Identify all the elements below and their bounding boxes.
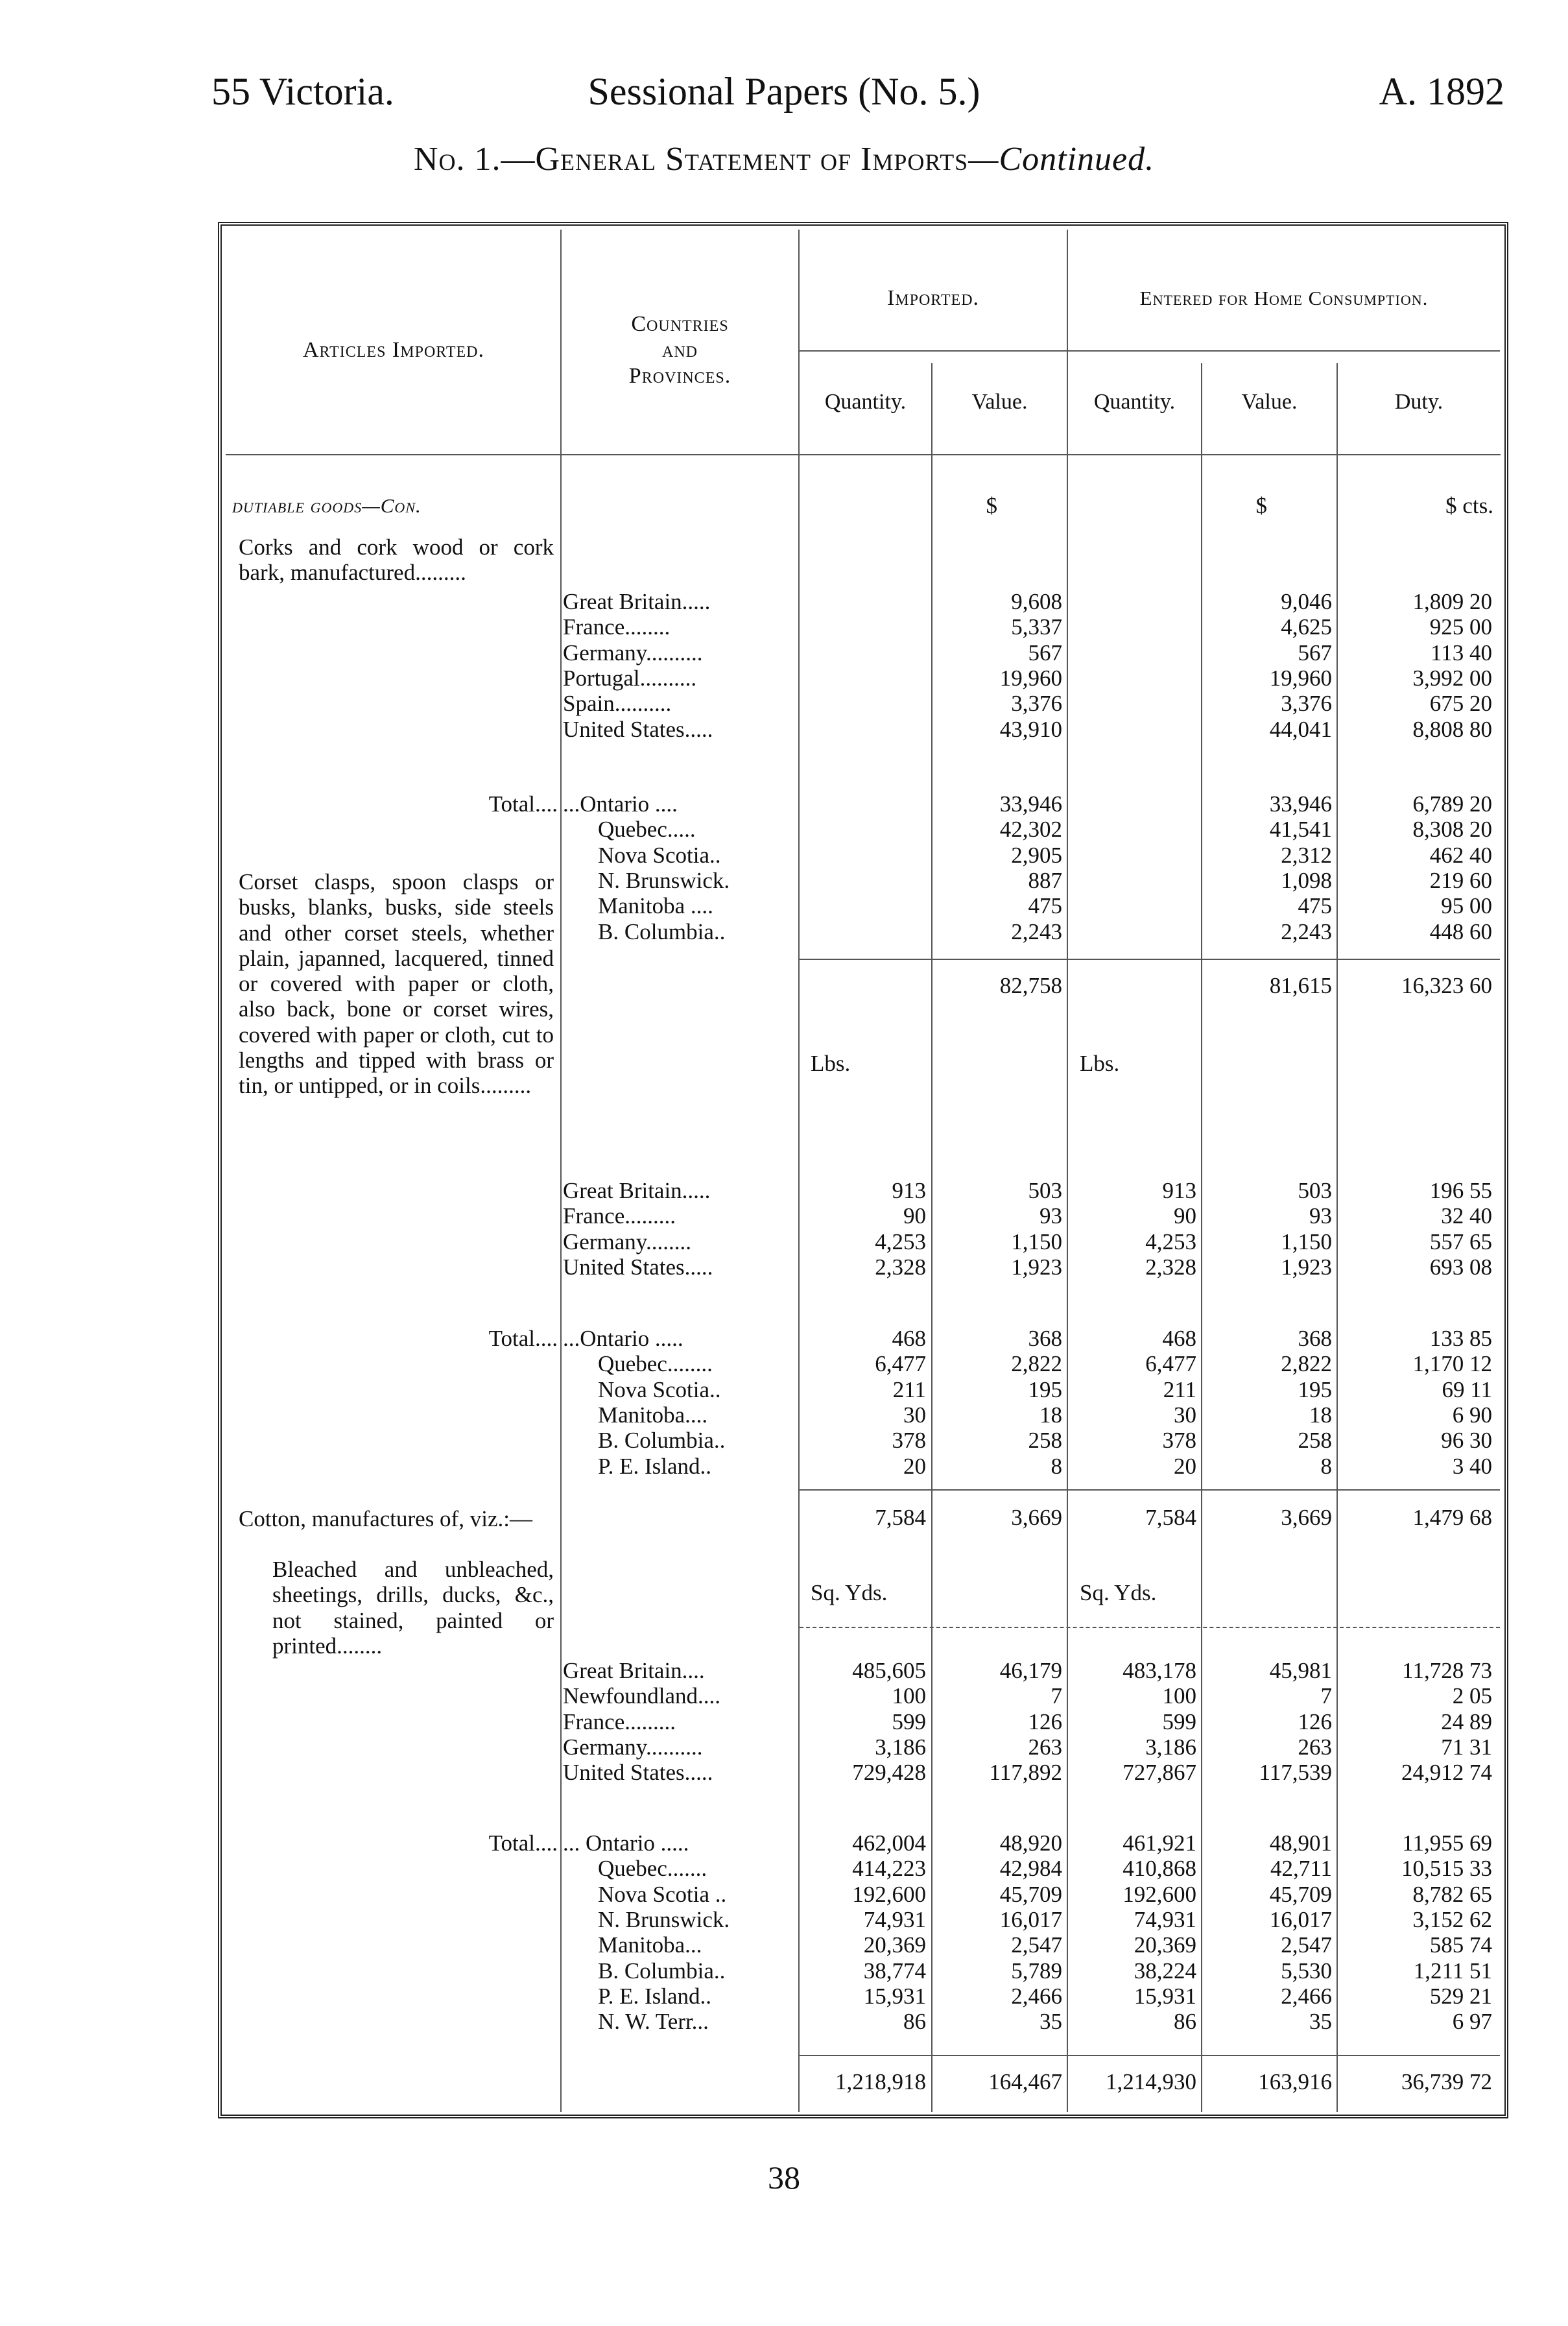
title-continued: —Continued. (968, 141, 1155, 178)
cell-vi: 2,547 (1011, 1932, 1062, 1958)
cell-ve: 1,923 (1281, 1254, 1332, 1280)
cell-ve: 18 (1309, 1402, 1332, 1428)
cell-qe: 20,369 (1134, 1932, 1196, 1958)
cell-duty: 448 60 (1429, 918, 1492, 944)
cell-vi: 18 (1039, 1402, 1062, 1428)
section-dutiable-goods: dutiable goods—Con. (232, 494, 422, 517)
cell-vi: 9,608 (1011, 589, 1062, 614)
col-imported: Imported. (886, 286, 980, 310)
cell-vi: 42,302 (999, 817, 1062, 843)
header-year: A. 1892 (1379, 70, 1504, 113)
cell-qi: 90 (903, 1203, 926, 1229)
row-label: Great Britain..... (563, 589, 711, 614)
cell-duty: 96 30 (1441, 1428, 1492, 1454)
total-duty: 1,479 68 (1412, 1505, 1492, 1530)
cell-duty: 3 40 (1452, 1453, 1492, 1479)
cell-vi: 33,946 (999, 791, 1062, 817)
row-label: Manitoba .... (598, 893, 713, 919)
cell-qi: 192,600 (852, 1881, 926, 1907)
cell-duty: 8,808 80 (1412, 716, 1492, 742)
cell-ve: 126 (1298, 1709, 1332, 1734)
cell-vi: 45,709 (999, 1881, 1062, 1907)
row-label: United States..... (563, 1760, 713, 1786)
cell-duty: 585 74 (1429, 1932, 1492, 1958)
running-header (0, 62, 1568, 121)
article-bleached: Bleached and unbleached, sheetings, drills, ducks, &c., not stained, painted or printed........ (272, 1557, 554, 1659)
row-label: United States..... (563, 716, 713, 742)
rule-corset-total (800, 1489, 1500, 1491)
cell-qe: 410,868 (1123, 1856, 1196, 1882)
row-label: United States..... (563, 1254, 713, 1280)
cell-duty: 24,912 74 (1401, 1760, 1492, 1786)
cell-qi: 2,328 (875, 1254, 926, 1280)
cell-qi: 74,931 (863, 1906, 926, 1932)
cell-qe: 211 (1163, 1376, 1196, 1402)
cell-duty: 32 40 (1441, 1203, 1492, 1229)
cell-qi: 468 (892, 1326, 926, 1351)
cell-ve: 42,711 (1270, 1856, 1332, 1882)
unit-duty: $ cts. (1445, 493, 1493, 518)
article-corset: Corset clasps, spoon clasps or busks, blanks, busks, side steels and other corset steels, whether plain, japanned, lacquered, tinned or covered with paper or cloth, also back, bone or corset wires, covered with paper or cloth, cut to lengths and tipped with brass or tin, or untipped, or in coils......... (239, 869, 554, 1099)
cell-qi: 3,186 (875, 1734, 926, 1760)
cell-duty: 133 85 (1429, 1326, 1492, 1351)
cell-qi: 211 (892, 1376, 926, 1402)
cell-vi: 19,960 (999, 665, 1062, 691)
cell-ve: 8 (1320, 1453, 1332, 1479)
cell-duty: 10,515 33 (1401, 1856, 1492, 1882)
cell-ve: 9,046 (1281, 589, 1332, 614)
rule-cotton-total-top (800, 1627, 1500, 1628)
cell-ve: 567 (1298, 640, 1332, 665)
cell-ve: 2,312 (1281, 842, 1332, 868)
cell-ve: 4,625 (1281, 614, 1332, 640)
row-label: France......... (563, 1709, 676, 1734)
cell-vi: 2,905 (1011, 842, 1062, 868)
cell-qi: 38,774 (863, 1958, 926, 1984)
cell-qi: 100 (892, 1683, 926, 1709)
cell-vi: 5,789 (1011, 1958, 1062, 1984)
cell-vi: 126 (1028, 1709, 1062, 1734)
cell-qi: 20,369 (863, 1932, 926, 1958)
cell-ve: 258 (1298, 1428, 1332, 1454)
cell-duty: 196 55 (1429, 1178, 1492, 1203)
row-label: Great Britain..... (563, 1178, 711, 1203)
cell-vi: 43,910 (999, 716, 1062, 742)
total-label-cotton: Total.... (488, 1830, 558, 1856)
cell-duty: 11,955 69 (1402, 1830, 1492, 1856)
cell-vi: 503 (1028, 1178, 1062, 1203)
cell-ve: 48,901 (1269, 1830, 1332, 1856)
cell-vi: 48,920 (999, 1830, 1062, 1856)
cell-ve: 5,530 (1281, 1958, 1332, 1984)
total-duty: 36,739 72 (1401, 2069, 1492, 2094)
row-label: France......... (563, 1203, 676, 1229)
cell-vi: 263 (1028, 1734, 1062, 1760)
cell-duty: 462 40 (1429, 842, 1492, 868)
cell-ve: 45,981 (1269, 1658, 1332, 1683)
row-label: N. W. Terr... (598, 2009, 709, 2035)
cell-qe: 20 (1174, 1453, 1196, 1479)
row-label: Germany.......... (563, 640, 703, 665)
row-label: Manitoba.... (598, 1402, 708, 1428)
article-cotton: Cotton, manufactures of, viz.:— (239, 1506, 532, 1531)
cell-vi: 475 (1028, 893, 1062, 919)
cell-qe: 913 (1162, 1178, 1196, 1203)
cell-ve: 475 (1298, 893, 1332, 919)
cell-vi: 42,984 (999, 1856, 1062, 1882)
cell-qi: 4,253 (875, 1229, 926, 1254)
cell-vi: 16,017 (999, 1906, 1062, 1932)
cell-qe: 727,867 (1123, 1760, 1196, 1786)
cell-duty: 3,992 00 (1412, 665, 1492, 691)
col-countries-line1: Countries (631, 312, 729, 336)
total-qi: 7,584 (875, 1505, 926, 1530)
unit-sqyds-imported: Sq. Yds. (811, 1580, 888, 1605)
header-session: 55 Victoria. (211, 70, 394, 113)
total-vi: 82,758 (999, 973, 1062, 998)
cell-qe: 74,931 (1134, 1906, 1196, 1932)
page-title (0, 134, 1568, 186)
page-number: 38 (768, 2159, 800, 2196)
cell-ve: 2,243 (1281, 918, 1332, 944)
cell-qi: 20 (903, 1453, 926, 1479)
row-label: Germany.......... (563, 1734, 703, 1760)
row-label: Nova Scotia.. (598, 842, 721, 868)
cell-duty: 95 00 (1441, 893, 1492, 919)
cell-qe: 192,600 (1123, 1881, 1196, 1907)
cell-vi: 258 (1028, 1428, 1062, 1454)
cell-ve: 195 (1298, 1376, 1332, 1402)
cell-ve: 2,466 (1281, 1983, 1332, 2009)
rule-header-split (798, 350, 1500, 352)
col-quantity-entered: Quantity. (1093, 390, 1176, 414)
rule-corks-total (800, 959, 1500, 960)
total-ve: 3,669 (1281, 1505, 1332, 1530)
cell-ve: 33,946 (1269, 791, 1332, 817)
cell-qe: 38,224 (1134, 1958, 1196, 1984)
row-label: Quebec........ (598, 1351, 713, 1377)
cell-vi: 195 (1028, 1376, 1062, 1402)
cell-vi: 1,150 (1011, 1229, 1062, 1254)
cell-ve: 45,709 (1269, 1881, 1332, 1907)
cell-qe: 468 (1162, 1326, 1196, 1351)
total-label-corks: Total.... (488, 791, 558, 817)
article-corks: Corks and cork wood or cork bark, manufactured......... (239, 534, 554, 586)
cell-vi: 2,243 (1011, 918, 1062, 944)
total-ve: 163,916 (1258, 2069, 1332, 2094)
row-label: ... Ontario ..... (563, 1830, 689, 1856)
cell-ve: 7 (1320, 1683, 1332, 1709)
total-qi: 1,218,918 (835, 2069, 926, 2094)
cell-duty: 1,170 12 (1412, 1351, 1492, 1377)
cell-qi: 378 (892, 1428, 926, 1454)
cell-duty: 8,308 20 (1412, 817, 1492, 843)
cell-ve: 2,822 (1281, 1351, 1332, 1377)
cell-qe: 3,186 (1145, 1734, 1196, 1760)
row-label: B. Columbia.. (598, 1428, 726, 1454)
row-label: ...Ontario .... (563, 791, 678, 817)
cell-qe: 378 (1162, 1428, 1196, 1454)
total-vi: 164,467 (988, 2069, 1062, 2094)
cell-vi: 368 (1028, 1326, 1062, 1351)
total-duty: 16,323 60 (1401, 973, 1492, 998)
cell-qe: 30 (1174, 1402, 1196, 1428)
cell-vi: 5,337 (1011, 614, 1062, 640)
rule-cotton-total (800, 2055, 1500, 2056)
cell-vi: 8 (1051, 1453, 1062, 1479)
cell-qi: 729,428 (852, 1760, 926, 1786)
cell-duty: 219 60 (1429, 867, 1492, 893)
cell-ve: 263 (1298, 1734, 1332, 1760)
row-label: N. Brunswick. (598, 867, 730, 893)
col-duty: Duty. (1394, 390, 1443, 414)
row-label: ...Ontario ..... (563, 1326, 683, 1351)
unit-sqyds-entered: Sq. Yds. (1080, 1580, 1157, 1605)
header-papers: Sessional Papers (No. 5.) (588, 70, 980, 113)
cell-qi: 599 (892, 1709, 926, 1734)
cell-qe: 90 (1174, 1203, 1196, 1229)
row-label: Nova Scotia.. (598, 1376, 721, 1402)
row-label: Great Britain.... (563, 1658, 705, 1683)
unit-lbs-imported: Lbs. (811, 1051, 851, 1076)
cell-vi: 46,179 (999, 1658, 1062, 1683)
col-countries-line2: and (662, 338, 698, 362)
total-label-corset: Total.... (488, 1326, 558, 1351)
total-qe: 1,214,930 (1106, 2069, 1196, 2094)
row-label: B. Columbia.. (598, 1958, 726, 1984)
col-countries-line3: Provinces. (628, 364, 731, 388)
unit-value-entered: $ (1255, 493, 1267, 518)
row-label: Manitoba... (598, 1932, 702, 1958)
col-articles: Articles Imported. (302, 338, 484, 362)
row-label: Newfoundland.... (563, 1683, 721, 1709)
row-label: Quebec....... (598, 1856, 707, 1882)
cell-qi: 414,223 (852, 1856, 926, 1882)
cell-qi: 913 (892, 1178, 926, 1203)
cell-ve: 2,547 (1281, 1932, 1332, 1958)
cell-duty: 6,789 20 (1412, 791, 1492, 817)
cell-duty: 24 89 (1441, 1709, 1492, 1734)
rule-countries (798, 230, 800, 2112)
cell-vi: 35 (1039, 2009, 1062, 2035)
cell-duty: 1,809 20 (1412, 589, 1492, 614)
cell-qe: 2,328 (1145, 1254, 1196, 1280)
cell-ve: 19,960 (1269, 665, 1332, 691)
cell-qi: 6,477 (875, 1351, 926, 1377)
cell-vi: 887 (1028, 867, 1062, 893)
cell-ve: 16,017 (1269, 1906, 1332, 1932)
cell-vi: 1,923 (1011, 1254, 1062, 1280)
cell-ve: 368 (1298, 1326, 1332, 1351)
rule-header-bottom (226, 454, 1501, 455)
cell-qe: 6,477 (1145, 1351, 1196, 1377)
cell-qe: 86 (1174, 2009, 1196, 2035)
cell-ve: 44,041 (1269, 716, 1332, 742)
row-label: B. Columbia.. (598, 918, 726, 944)
cell-duty: 557 65 (1429, 1229, 1492, 1254)
unit-lbs-entered: Lbs. (1080, 1051, 1120, 1076)
cell-qe: 483,178 (1123, 1658, 1196, 1683)
row-label: Germany........ (563, 1229, 691, 1254)
cell-vi: 2,822 (1011, 1351, 1062, 1377)
cell-ve: 3,376 (1281, 691, 1332, 717)
unit-value-imported: $ (986, 493, 997, 518)
cell-vi: 93 (1039, 1203, 1062, 1229)
col-value-entered: Value. (1241, 390, 1298, 414)
cell-ve: 117,539 (1259, 1760, 1332, 1786)
cell-duty: 693 08 (1429, 1254, 1492, 1280)
total-vi: 3,669 (1011, 1505, 1062, 1530)
cell-qe: 4,253 (1145, 1229, 1196, 1254)
cell-duty: 2 05 (1452, 1683, 1492, 1709)
col-entered: Entered for Home Consumption. (1139, 287, 1429, 309)
cell-qe: 100 (1162, 1683, 1196, 1709)
cell-vi: 117,892 (989, 1760, 1062, 1786)
cell-vi: 3,376 (1011, 691, 1062, 717)
cell-qi: 86 (903, 2009, 926, 2035)
cell-ve: 503 (1298, 1178, 1332, 1203)
cell-qi: 485,605 (852, 1658, 926, 1683)
cell-duty: 675 20 (1429, 691, 1492, 717)
rule-val-imp (1067, 230, 1068, 2112)
cell-duty: 11,728 73 (1402, 1658, 1492, 1683)
col-value-imported: Value. (971, 390, 1028, 414)
cell-duty: 6 90 (1452, 1402, 1492, 1428)
total-ve: 81,615 (1269, 973, 1332, 998)
row-label: P. E. Island.. (598, 1453, 711, 1479)
cell-vi: 7 (1051, 1683, 1062, 1709)
cell-duty: 925 00 (1429, 614, 1492, 640)
cell-qe: 599 (1162, 1709, 1196, 1734)
cell-vi: 2,466 (1011, 1983, 1062, 2009)
cell-qi: 30 (903, 1402, 926, 1428)
row-label: Quebec..... (598, 817, 696, 843)
cell-duty: 71 31 (1441, 1734, 1492, 1760)
cell-ve: 93 (1309, 1203, 1332, 1229)
cell-duty: 8,782 65 (1412, 1881, 1492, 1907)
row-label: N. Brunswick. (598, 1906, 730, 1932)
cell-duty: 69 11 (1442, 1376, 1492, 1402)
col-countries (562, 311, 798, 389)
cell-ve: 41,541 (1269, 817, 1332, 843)
cell-duty: 3,152 62 (1412, 1906, 1492, 1932)
row-label: Spain.......... (563, 691, 672, 717)
cell-qe: 461,921 (1123, 1830, 1196, 1856)
cell-duty: 6 97 (1452, 2009, 1492, 2035)
cell-vi: 567 (1028, 640, 1062, 665)
cell-duty: 113 40 (1431, 640, 1492, 665)
col-quantity-imported: Quantity. (824, 390, 907, 414)
cell-qi: 462,004 (852, 1830, 926, 1856)
cell-duty: 1,211 51 (1413, 1958, 1492, 1984)
total-qe: 7,584 (1145, 1505, 1196, 1530)
row-label: P. E. Island.. (598, 1983, 711, 2009)
cell-qe: 15,931 (1134, 1983, 1196, 2009)
title-main: No. 1.—General Statement of Imports (413, 141, 969, 178)
row-label: Portugal.......... (563, 665, 697, 691)
cell-duty: 529 21 (1429, 1983, 1492, 2009)
cell-ve: 1,150 (1281, 1229, 1332, 1254)
row-label: France........ (563, 614, 671, 640)
rule-articles (560, 230, 562, 2112)
cell-ve: 35 (1309, 2009, 1332, 2035)
cell-qi: 15,931 (863, 1983, 926, 2009)
cell-ve: 1,098 (1281, 867, 1332, 893)
row-label: Nova Scotia .. (598, 1881, 727, 1907)
